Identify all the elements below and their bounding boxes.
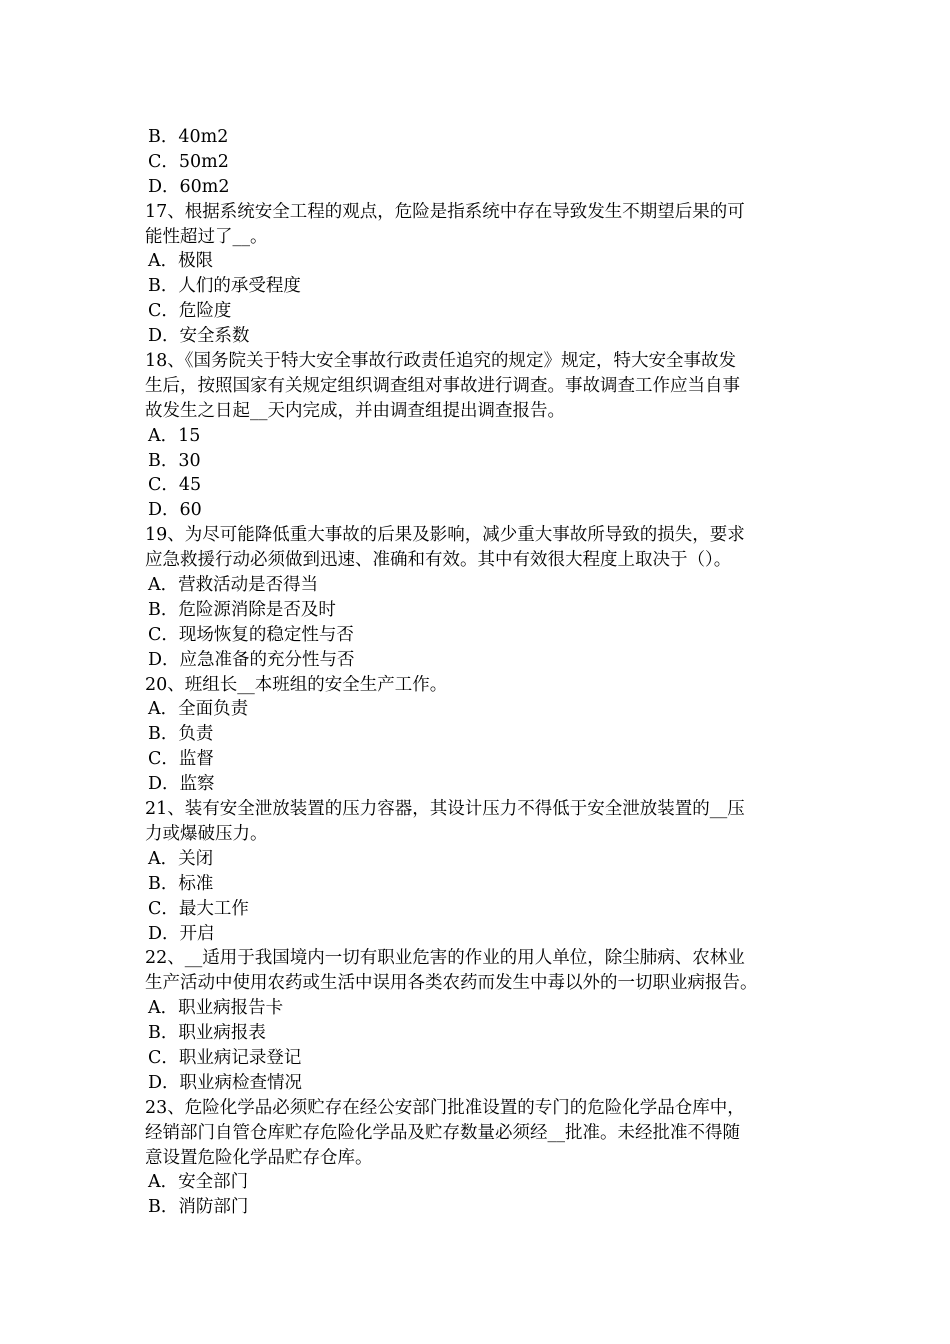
question-text-line: 22、__适用于我国境内一切有职业危害的作业的用人单位，除尘肺病、农林业 [145,948,745,969]
question-text-line: 生产活动中使用农药或生活中误用各类农药而发生中毒以外的一切职业病报告。 [145,973,758,994]
question-text-line: 生后，按照国家有关规定组织调查组对事故进行调查。事故调查工作应当自事 [145,375,740,396]
question-text-line: 故发生之日起__天内完成，并由调查组提出调查报告。 [145,400,565,421]
answer-option: C．45 [148,475,202,496]
answer-option: C．50m2 [148,151,229,172]
answer-option: D．安全系数 [148,326,250,347]
answer-option: B．30 [148,450,201,471]
answer-option: A．关闭 [148,848,214,869]
answer-option: B．人们的承受程度 [148,276,301,297]
answer-option: C．最大工作 [148,898,249,919]
question-text-line: 能性超过了__。 [145,226,268,247]
answer-option: B．危险源消除是否及时 [148,599,336,620]
answer-option: D．开启 [148,923,215,944]
answer-option: B．标准 [148,873,214,894]
question-text-line: 意设置危险化学品贮存仓库。 [145,1147,373,1168]
answer-option: A．安全部门 [148,1172,249,1193]
document-body [145,125,810,1220]
answer-option: D．应急准备的充分性与否 [148,649,355,670]
question-text-line: 19、为尽可能降低重大事故的后果及影响，减少重大事故所导致的损失，要求 [145,525,745,546]
answer-option: D．职业病检查情况 [148,1072,303,1093]
answer-option: A．全面负责 [148,699,249,720]
answer-option: D．60m2 [148,176,230,197]
answer-option: B．40m2 [148,127,229,147]
question-text-line: 18、《国务院关于特大安全事故行政责任追究的规定》规定，特大安全事故发 [145,351,737,372]
question-text-line: 力或爆破压力。 [145,823,268,844]
answer-option: B．消防部门 [148,1197,249,1218]
answer-option: C．监督 [148,749,214,770]
question-text-line: 经销部门自管仓库贮存危险化学品及贮存数量必须经__批准。未经批准不得随 [145,1122,740,1143]
answer-option: A．职业病报告卡 [148,998,284,1019]
answer-option: B．负责 [148,724,214,745]
answer-option: A．营救活动是否得当 [148,575,319,596]
question-text-line: 应急救援行动必须做到迅速、准确和有效。其中有效很大程度上取决于（）。 [145,550,732,571]
answer-option: D．监察 [148,774,215,795]
answer-option: C．职业病记录登记 [148,1047,302,1068]
question-text-line: 21、装有安全泄放装置的压力容器，其设计压力不得低于安全泄放装置的__压 [145,799,745,820]
question-text-line: 23、危险化学品必须贮存在经公安部门批准设置的专门的危险化学品仓库中， [145,1097,745,1118]
answer-option: C．危险度 [148,301,232,322]
answer-option: D．60 [148,500,202,521]
answer-option: B．职业病报表 [148,1023,266,1044]
question-text-line: 17、根据系统安全工程的观点，危险是指系统中存在导致发生不期望后果的可 [145,201,745,222]
answer-option: A．15 [148,425,201,446]
answer-option: C．现场恢复的稳定性与否 [148,624,354,645]
answer-option: A．极限 [148,251,214,272]
question-text-line: 20、班组长__本班组的安全生产工作。 [145,674,448,695]
